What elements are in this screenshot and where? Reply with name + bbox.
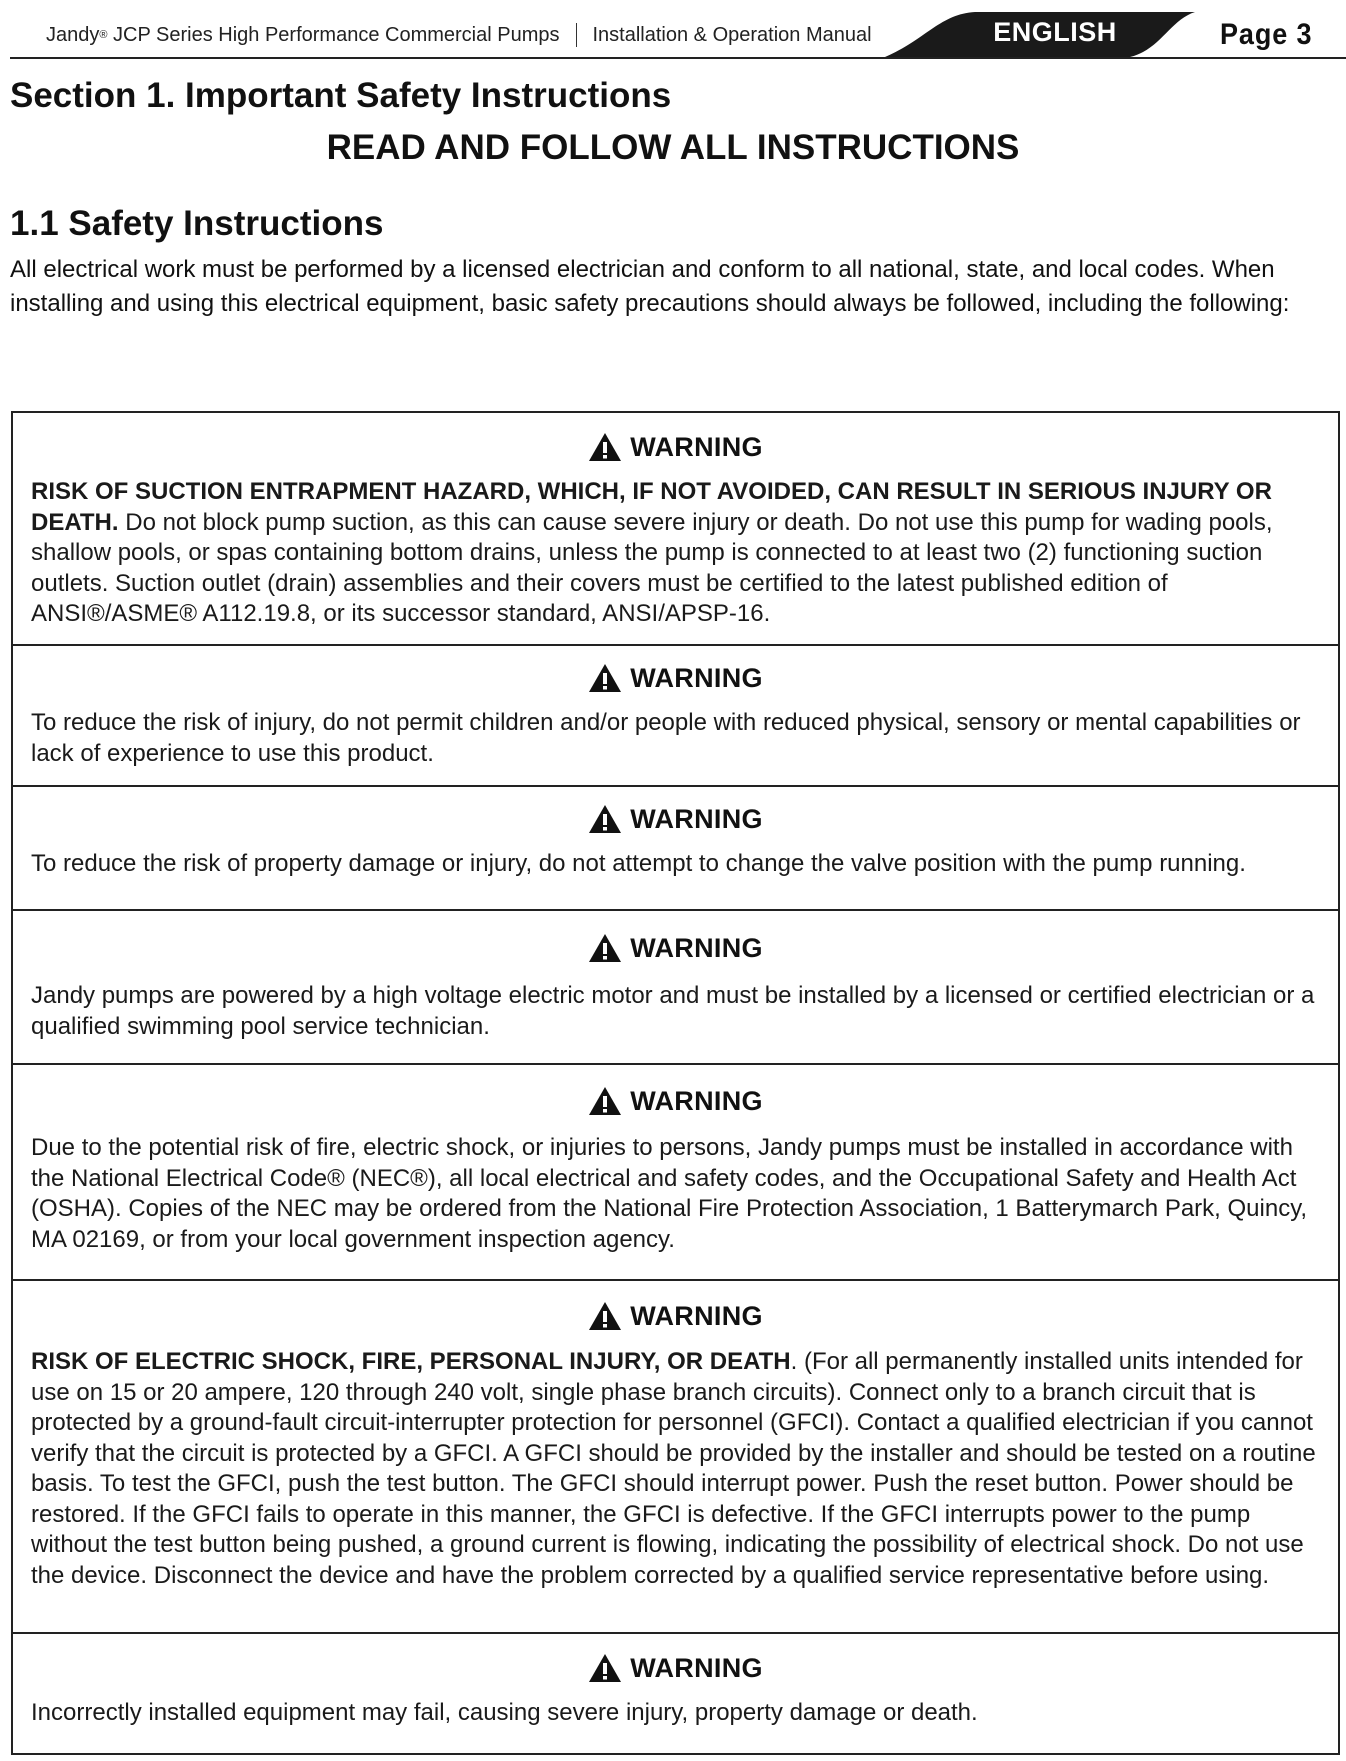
warning-heading bbox=[31, 646, 1320, 708]
header-brand: Jandy bbox=[46, 23, 100, 46]
warning-text bbox=[31, 1347, 1320, 1591]
warning-heading bbox=[31, 1634, 1320, 1698]
warnings-list bbox=[11, 411, 1340, 1755]
warning-heading bbox=[31, 413, 1320, 477]
warning-body: . (For all permanently installed units intended for use on 15 or 20 ampere, 120 through 240 volt, single phase branch circuits). Connect only to a branch circuit that is protected by a ground-fault circuit-interrupter protection for personnel (GFCI). Contact a qualified electrician if you cannot verify that the circuit is protected by a GFCI. A GFCI should be provided by the installer and should be tested on a routine basis. To test the GFCI, push the test button. The GFCI should interrupt power. Push the reset button. Power should be restored. If the GFCI fails to operate in this manner, the GFCI is defective. If the GFCI interrupts power to the pump without the test button being pushed, a ground current is flowing, indicating the possibility of electrical shock. Do not use the device. Disconnect the device and have the problem corrected by a qualified service representative before using. bbox=[31, 1348, 1316, 1589]
header-series: JCP Series High Performance Commercial Pumps bbox=[113, 23, 560, 46]
read-follow-title: READ AND FOLLOW ALL INSTRUCTIONS bbox=[326, 128, 1020, 167]
language-label: ENGLISH bbox=[993, 17, 1117, 47]
warning-box bbox=[13, 413, 1338, 644]
warning-box bbox=[13, 785, 1338, 909]
warning-title: WARNING bbox=[630, 662, 763, 693]
warning-triangle-icon bbox=[588, 432, 622, 462]
header-brand-mark: ® bbox=[99, 29, 108, 41]
warning-heading bbox=[31, 1281, 1320, 1347]
warning-title: WARNING bbox=[630, 803, 763, 834]
warning-body: Do not block pump suction, as this can cause severe injury or death. Do not use this pump for wading pools, shallow pools, or spas containing bottom drains, unless the pump is connected to at least two (2) functioning suction outlets. Suction outlet (drain) assemblies and their covers must be certified to the latest published edition of ANSI®/ASME® A112.19.8, or its successor standard, ANSI/APSP-16. bbox=[31, 508, 1273, 627]
warning-box bbox=[13, 1279, 1338, 1632]
page-number: Page 3 bbox=[1220, 18, 1313, 51]
page-header bbox=[0, 0, 1346, 62]
warning-triangle-icon bbox=[588, 804, 622, 834]
warning-heading bbox=[31, 1065, 1320, 1133]
warning-title: WARNING bbox=[630, 1652, 763, 1683]
warning-triangle-icon bbox=[588, 1301, 622, 1331]
warning-title: WARNING bbox=[630, 932, 763, 963]
warning-body: Incorrectly installed equipment may fail, causing severe injury, property damage or death. bbox=[31, 1699, 978, 1726]
warning-lead: RISK OF SUCTION ENTRAPMENT HAZARD, WHICH, IF NOT AVOIDED, CAN RESULT IN SERIOUS INJURY OR DEATH. bbox=[31, 478, 1272, 536]
warning-box bbox=[13, 644, 1338, 785]
warning-box bbox=[13, 1063, 1338, 1279]
subsection-title: 1.1 Safety Instructions bbox=[10, 204, 384, 243]
language-tab-shape bbox=[0, 0, 1346, 62]
warning-triangle-icon bbox=[588, 663, 622, 693]
warning-body: To reduce the risk of injury, do not permit children and/or people with reduced physical, sensory or mental capabilities or lack of experience to use this product. bbox=[31, 709, 1301, 767]
warning-body: Due to the potential risk of fire, electric shock, or injuries to persons, Jandy pumps must be installed in accordance with the National Electrical Code® (NEC®), all local electrical and safety codes, and the Occupational Safety and Health Act (OSHA). Copies of the NEC may be ordered from the National Fire Protection Association, 1 Batterymarch Park, Quincy, MA 02169, or from your local government inspection agency. bbox=[31, 1134, 1308, 1253]
header-manual: Installation & Operation Manual bbox=[592, 23, 872, 46]
warning-title: WARNING bbox=[630, 1300, 763, 1331]
section-title: Section 1. Important Safety Instructions bbox=[10, 76, 672, 115]
header-rule bbox=[10, 57, 1346, 59]
warning-triangle-icon bbox=[588, 1086, 622, 1116]
warning-box bbox=[13, 909, 1338, 1063]
warning-triangle-icon bbox=[588, 1653, 622, 1683]
intro-paragraph: All electrical work must be performed by a licensed electrician and conform to all national, state, and local codes. When installing and using this electrical equipment, basic safety precautions should always be followed, including the following: bbox=[10, 256, 1290, 317]
warning-text bbox=[31, 477, 1320, 630]
warning-title: WARNING bbox=[630, 1085, 763, 1116]
warning-heading bbox=[31, 911, 1320, 981]
warning-box bbox=[13, 1632, 1338, 1753]
warning-title: WARNING bbox=[630, 431, 763, 462]
warning-body: Jandy pumps are powered by a high voltage electric motor and must be installed by a licensed or certified electrician or a qualified swimming pool service technician. bbox=[31, 982, 1315, 1040]
warning-body: To reduce the risk of property damage or injury, do not attempt to change the valve position with the pump running. bbox=[31, 850, 1246, 877]
warning-heading bbox=[31, 787, 1320, 849]
warning-lead: RISK OF ELECTRIC SHOCK, FIRE, PERSONAL INJURY, OR DEATH bbox=[31, 1348, 791, 1375]
warning-triangle-icon bbox=[588, 933, 622, 963]
